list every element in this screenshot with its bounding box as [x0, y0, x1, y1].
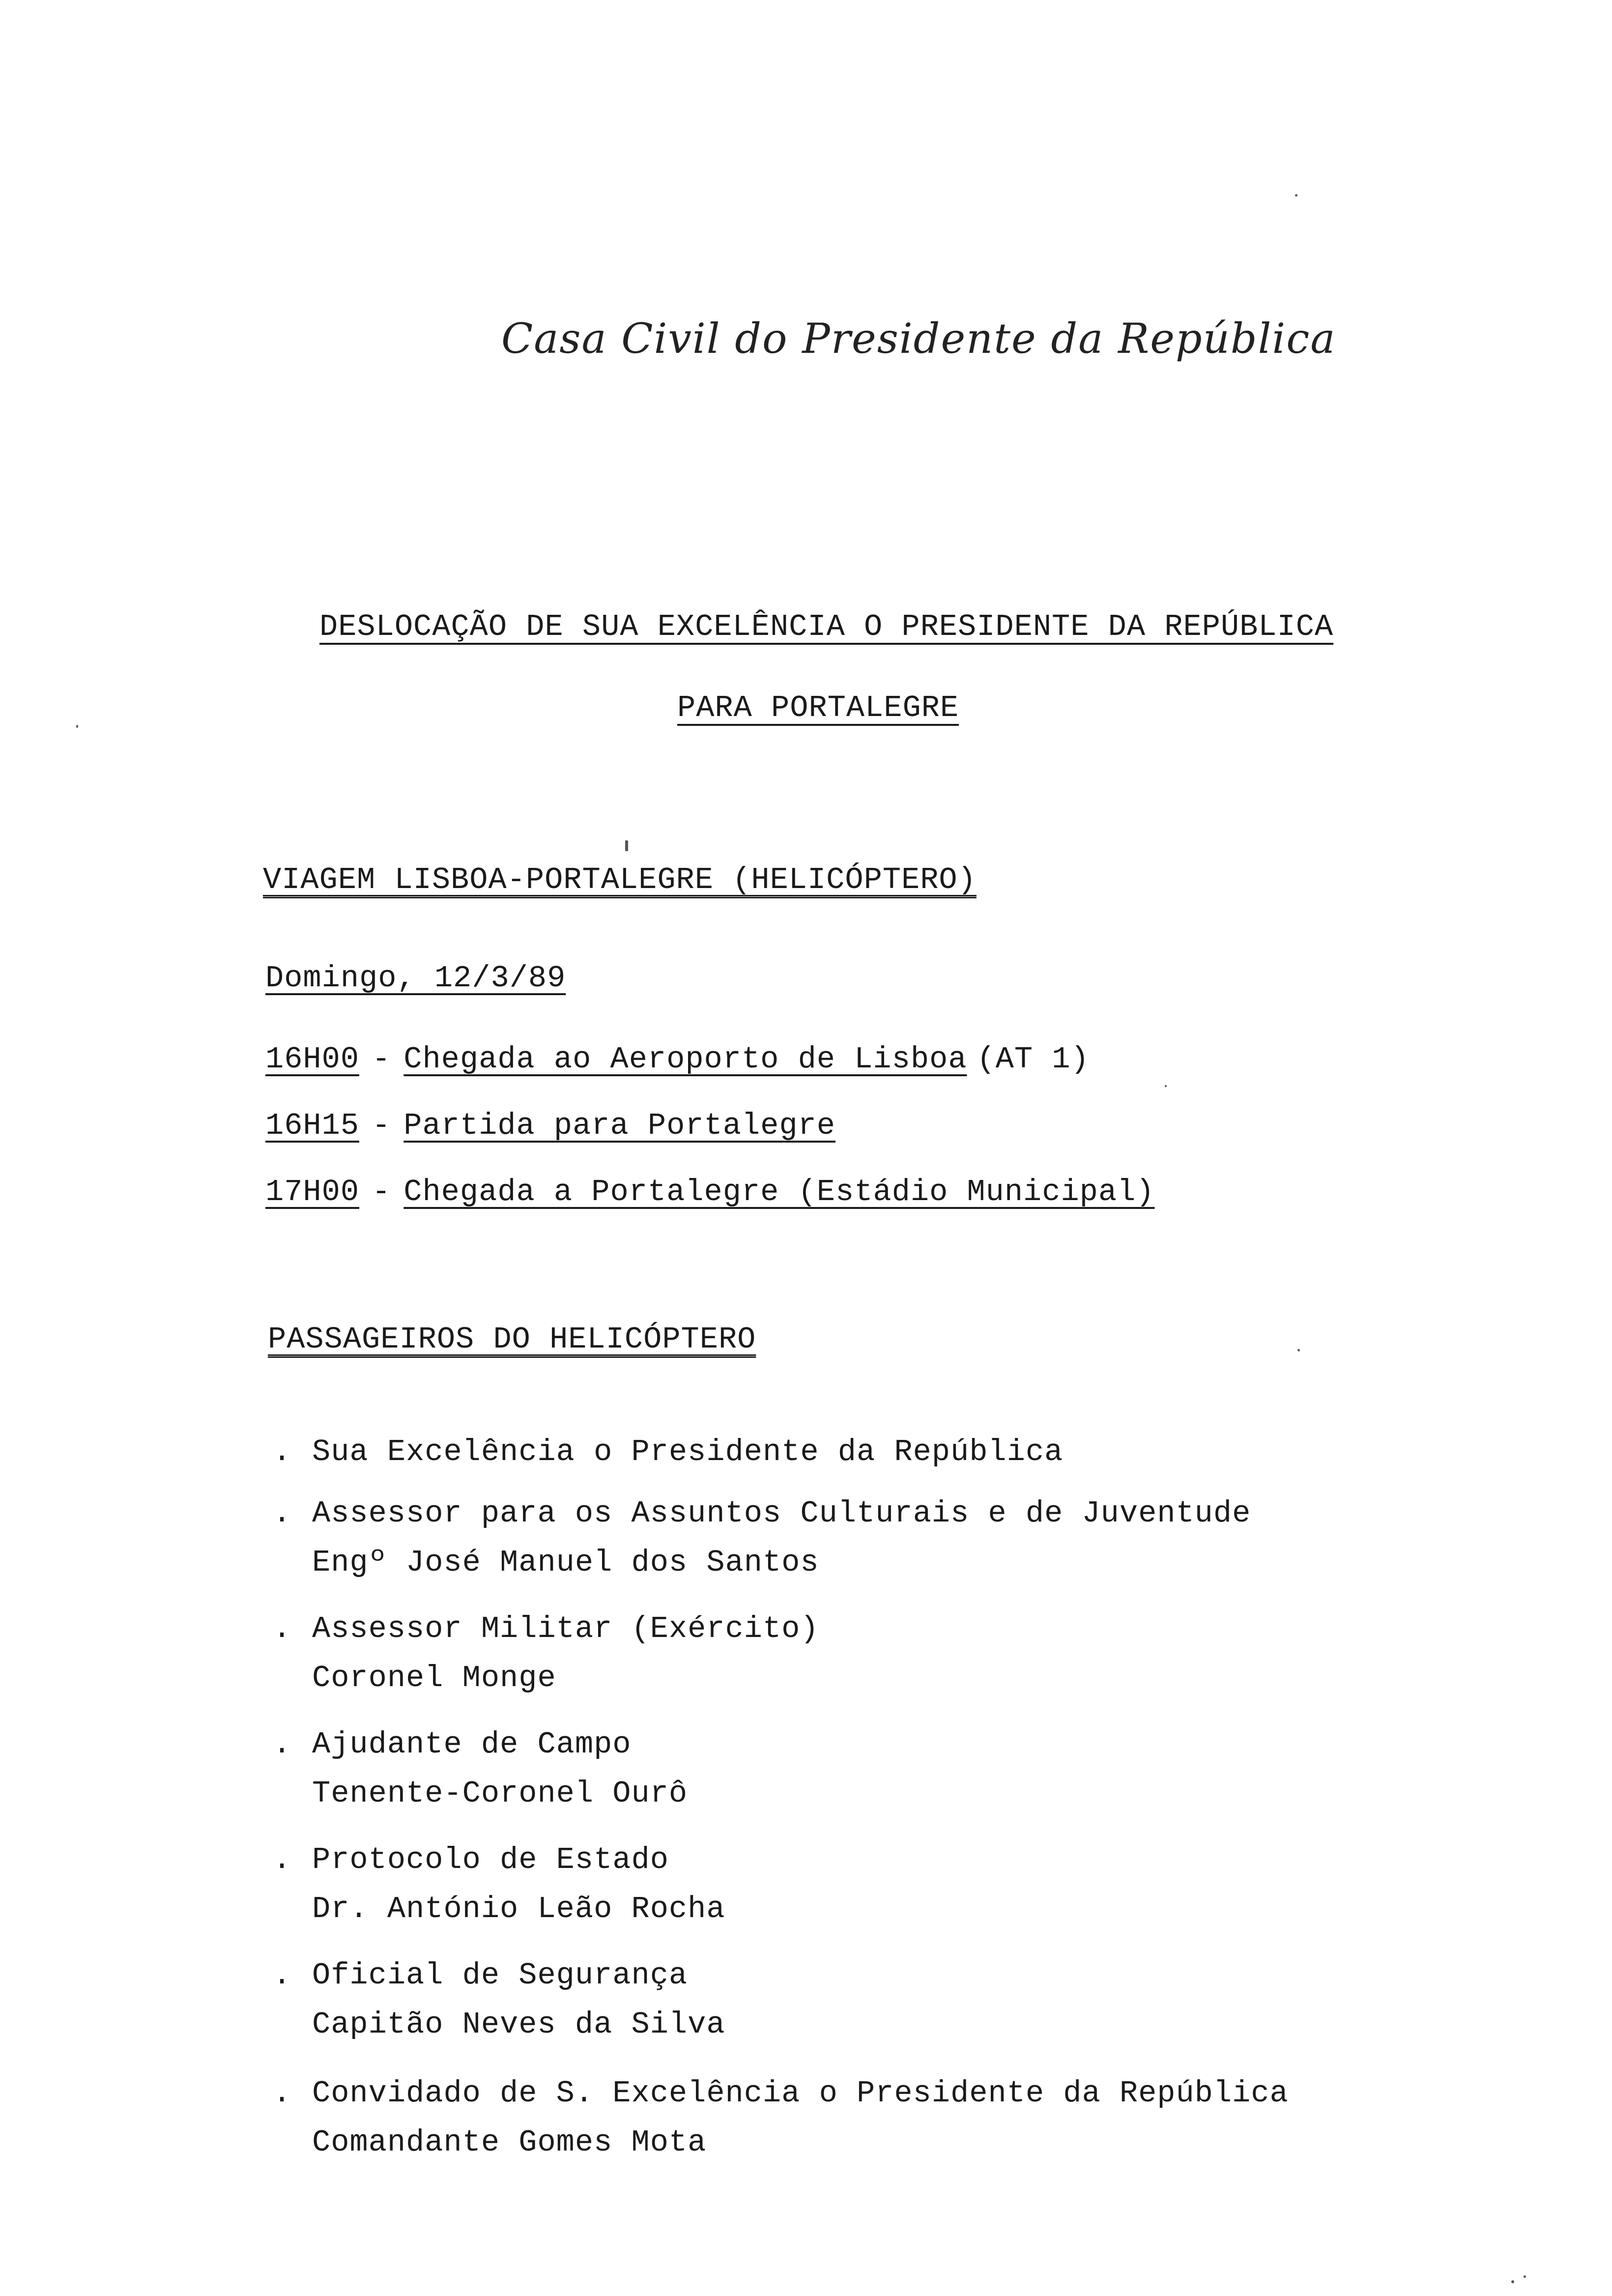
- passenger-item: [273, 1605, 819, 1703]
- schedule-extra: (AT 1): [977, 1042, 1090, 1077]
- bullet-icon: .: [273, 2076, 292, 2111]
- scan-speck: [1297, 1349, 1300, 1351]
- schedule-time: 17H00: [265, 1175, 360, 1209]
- bullet-icon: .: [273, 1496, 292, 1531]
- schedule-time: 16H00: [265, 1042, 360, 1077]
- passenger-name: Dr. António Leão Rocha: [312, 1892, 725, 1926]
- schedule-dash: -: [372, 1108, 391, 1143]
- passenger-role: Assessor Militar (Exército): [312, 1611, 819, 1646]
- scan-speck: [76, 725, 78, 728]
- passenger-name: Tenente-Coronel Ourô: [312, 1776, 688, 1811]
- passenger-role: Convidado de S. Excelência o Presidente da República: [312, 2076, 1289, 2111]
- schedule-row: [265, 1175, 1155, 1209]
- passenger-name: Engº José Manuel dos Santos: [312, 1545, 819, 1580]
- scan-speck: [1165, 1085, 1167, 1087]
- bullet-icon: .: [273, 1435, 292, 1469]
- passengers-heading: PASSAGEIROS DO HELICÓPTERO: [268, 1322, 756, 1357]
- passenger-item: [273, 1720, 688, 1818]
- letterhead: Casa Civil do Presidente da República: [501, 315, 1336, 363]
- passenger-role: Sua Excelência o Presidente da República: [312, 1435, 1064, 1469]
- travel-heading: VIAGEM LISBOA-PORTALEGRE (HELICÓPTERO): [263, 862, 977, 897]
- bullet-icon: .: [273, 1842, 292, 1877]
- schedule-description: Partida para Portalegre: [403, 1108, 835, 1143]
- bullet-icon: .: [273, 1958, 292, 1993]
- passenger-name: Comandante Gomes Mota: [312, 2125, 707, 2160]
- passenger-item: [273, 1951, 725, 2049]
- travel-date: Domingo, 12/3/89: [265, 961, 566, 996]
- passenger-role: Oficial de Segurança: [312, 1958, 688, 1993]
- scan-speck: [625, 840, 628, 851]
- passenger-role: Protocolo de Estado: [312, 1842, 669, 1877]
- document-title-line-2: PARA PORTALEGRE: [677, 690, 959, 725]
- bullet-icon: .: [273, 1611, 292, 1646]
- bullet-icon: .: [273, 1727, 292, 1762]
- schedule-dash: -: [372, 1175, 391, 1209]
- document-title-line-1: DESLOCAÇÃO DE SUA EXCELÊNCIA O PRESIDENTE DA REPÚBLICA: [319, 609, 1334, 644]
- schedule-row: [265, 1108, 835, 1143]
- passenger-role: Ajudante de Campo: [312, 1727, 632, 1762]
- passenger-role: Assessor para os Assuntos Culturais e de Juventude: [312, 1496, 1251, 1531]
- passenger-item: [273, 1428, 1063, 1477]
- passenger-item: [273, 1489, 1251, 1587]
- passenger-name: Capitão Neves da Silva: [312, 2007, 725, 2042]
- schedule-description: Chegada a Portalegre (Estádio Municipal): [403, 1175, 1155, 1209]
- schedule-description: Chegada ao Aeroporto de Lisboa: [403, 1042, 967, 1077]
- schedule-row: [265, 1042, 1090, 1077]
- schedule-dash: -: [372, 1042, 391, 1077]
- passenger-name: Coronel Monge: [312, 1661, 556, 1695]
- schedule-time: 16H15: [265, 1108, 360, 1143]
- passenger-item: [273, 2069, 1289, 2167]
- scan-speck: [1295, 194, 1297, 197]
- scan-speck: [1524, 2275, 1526, 2278]
- scan-speck: [1511, 2280, 1514, 2283]
- passenger-item: [273, 1836, 725, 1934]
